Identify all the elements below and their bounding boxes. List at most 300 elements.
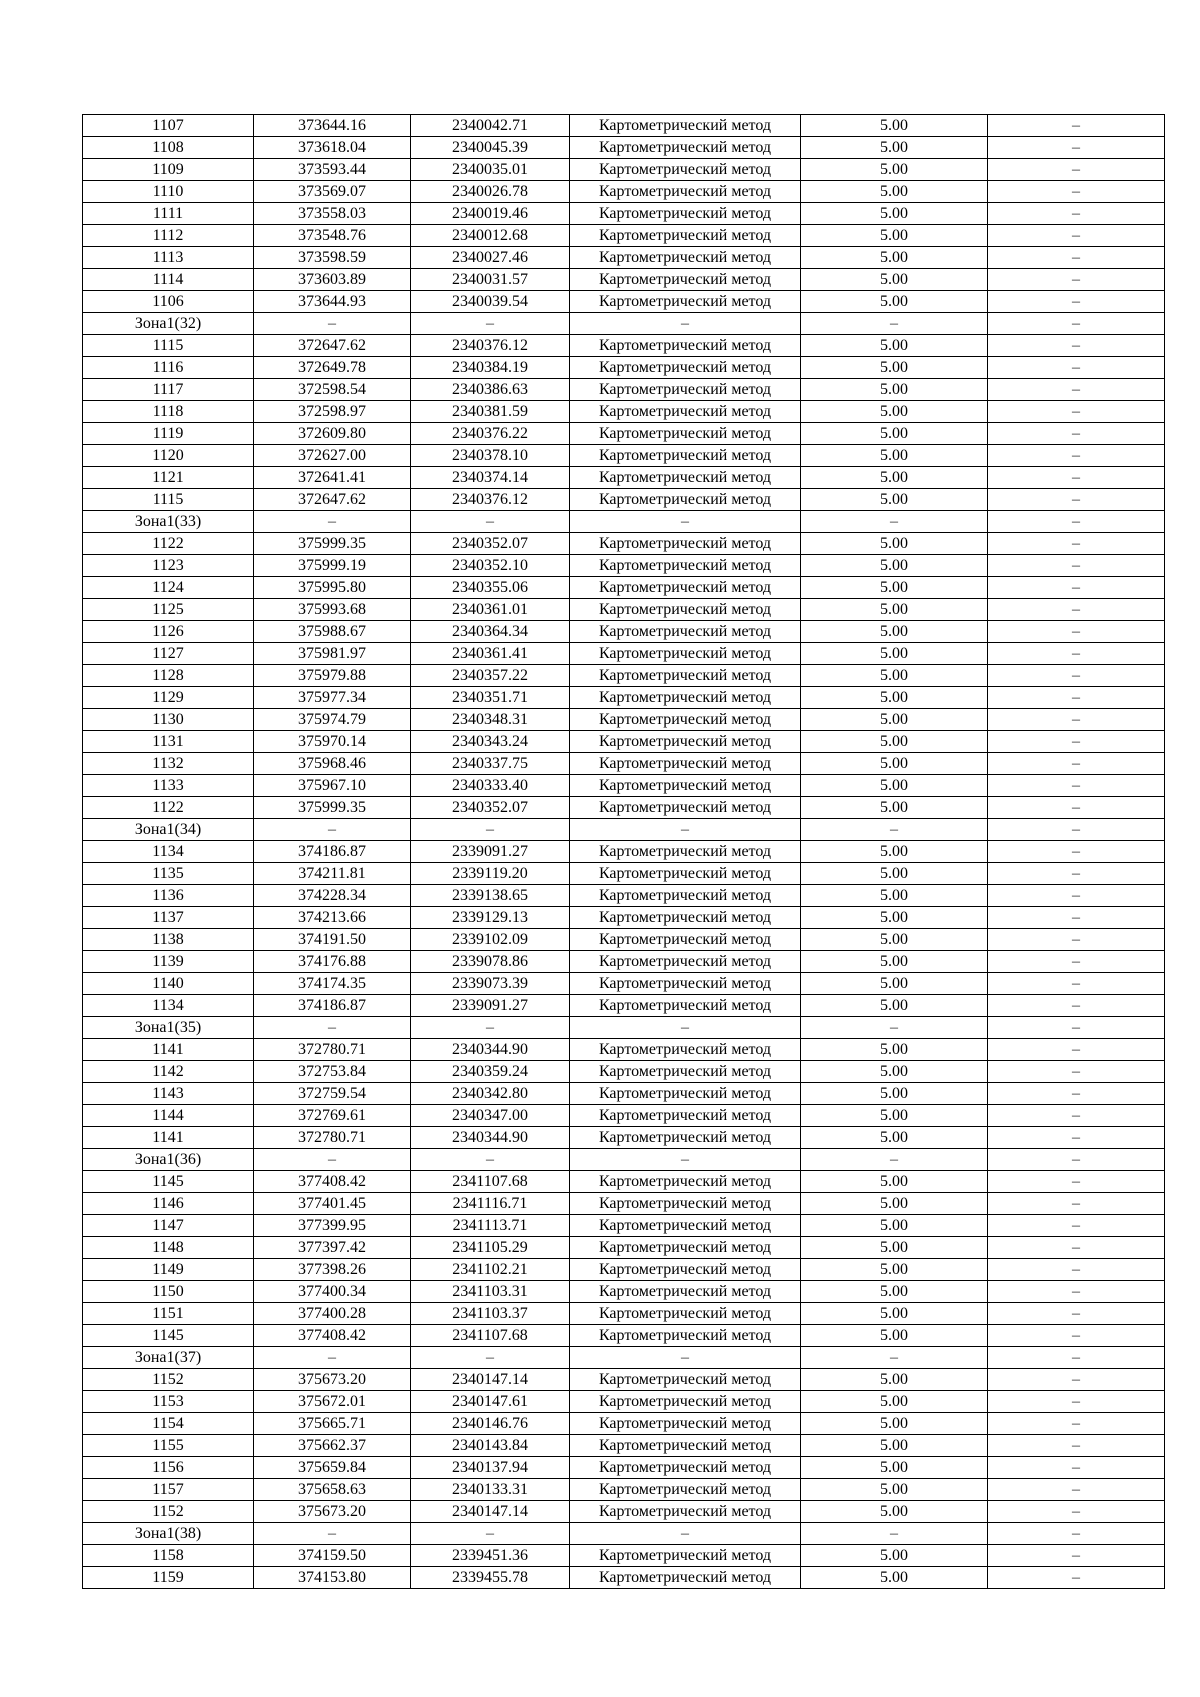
point-number-cell: 1123 <box>83 555 254 577</box>
method-cell: Картометрический метод <box>570 1281 801 1303</box>
method-cell: Картометрический метод <box>570 555 801 577</box>
x-coordinate-cell: 372647.62 <box>254 489 411 511</box>
x-coordinate-cell: 372647.62 <box>254 335 411 357</box>
accuracy-cell: 5.00 <box>801 643 988 665</box>
x-coordinate-cell: 374186.87 <box>254 995 411 1017</box>
y-coordinate-cell: 2340031.57 <box>411 269 570 291</box>
description-cell: – <box>988 797 1165 819</box>
y-coordinate-cell: 2340355.06 <box>411 577 570 599</box>
y-coordinate-cell: 2340344.90 <box>411 1127 570 1149</box>
description-cell: – <box>988 467 1165 489</box>
table-row <box>83 489 1165 511</box>
y-coordinate-cell: 2340361.01 <box>411 599 570 621</box>
method-cell: Картометрический метод <box>570 577 801 599</box>
x-coordinate-cell: – <box>254 1017 411 1039</box>
y-coordinate-cell: 2340344.90 <box>411 1039 570 1061</box>
point-number-cell: 1134 <box>83 995 254 1017</box>
description-cell: – <box>988 731 1165 753</box>
method-cell: Картометрический метод <box>570 1061 801 1083</box>
accuracy-cell: 5.00 <box>801 863 988 885</box>
y-coordinate-cell: 2340376.12 <box>411 335 570 357</box>
description-cell: – <box>988 379 1165 401</box>
accuracy-cell: 5.00 <box>801 1215 988 1237</box>
method-cell: Картометрический метод <box>570 445 801 467</box>
accuracy-cell: 5.00 <box>801 489 988 511</box>
point-number-cell: 1148 <box>83 1237 254 1259</box>
description-cell: – <box>988 159 1165 181</box>
method-cell: Картометрический метод <box>570 225 801 247</box>
accuracy-cell: 5.00 <box>801 115 988 137</box>
accuracy-cell: 5.00 <box>801 951 988 973</box>
x-coordinate-cell: – <box>254 819 411 841</box>
accuracy-cell: 5.00 <box>801 709 988 731</box>
y-coordinate-cell: – <box>411 1347 570 1369</box>
point-number-cell: 1139 <box>83 951 254 973</box>
table-row <box>83 401 1165 423</box>
x-coordinate-cell: 373603.89 <box>254 269 411 291</box>
y-coordinate-cell: 2340146.76 <box>411 1413 570 1435</box>
x-coordinate-cell: 373593.44 <box>254 159 411 181</box>
point-number-cell: 1144 <box>83 1105 254 1127</box>
x-coordinate-cell: 372759.54 <box>254 1083 411 1105</box>
method-cell: Картометрический метод <box>570 1501 801 1523</box>
table-row <box>83 687 1165 709</box>
table-row <box>83 709 1165 731</box>
y-coordinate-cell: 2340348.31 <box>411 709 570 731</box>
table-row <box>83 291 1165 313</box>
method-cell: – <box>570 1523 801 1545</box>
description-cell: – <box>988 1039 1165 1061</box>
x-coordinate-cell: 375977.34 <box>254 687 411 709</box>
table-row <box>83 467 1165 489</box>
method-cell: Картометрический метод <box>570 1457 801 1479</box>
description-cell: – <box>988 863 1165 885</box>
method-cell: Картометрический метод <box>570 1435 801 1457</box>
x-coordinate-cell: 372780.71 <box>254 1039 411 1061</box>
description-cell: – <box>988 1523 1165 1545</box>
point-number-cell: 1140 <box>83 973 254 995</box>
y-coordinate-cell: 2340352.10 <box>411 555 570 577</box>
table-row <box>83 841 1165 863</box>
description-cell: – <box>988 247 1165 269</box>
x-coordinate-cell: 373618.04 <box>254 137 411 159</box>
table-row <box>83 885 1165 907</box>
method-cell: Картометрический метод <box>570 379 801 401</box>
point-number-cell: 1151 <box>83 1303 254 1325</box>
table-row <box>83 335 1165 357</box>
table-row <box>83 753 1165 775</box>
point-number-cell: Зона1(37) <box>83 1347 254 1369</box>
method-cell: Картометрический метод <box>570 687 801 709</box>
point-number-cell: 1129 <box>83 687 254 709</box>
zone-header-row <box>83 1347 1165 1369</box>
x-coordinate-cell: 377397.42 <box>254 1237 411 1259</box>
accuracy-cell: 5.00 <box>801 753 988 775</box>
description-cell: – <box>988 423 1165 445</box>
point-number-cell: 1125 <box>83 599 254 621</box>
point-number-cell: 1143 <box>83 1083 254 1105</box>
table-row <box>83 1039 1165 1061</box>
method-cell: Картометрический метод <box>570 467 801 489</box>
point-number-cell: Зона1(34) <box>83 819 254 841</box>
description-cell: – <box>988 203 1165 225</box>
description-cell: – <box>988 709 1165 731</box>
table-row <box>83 973 1165 995</box>
table-row <box>83 1259 1165 1281</box>
point-number-cell: Зона1(32) <box>83 313 254 335</box>
y-coordinate-cell: 2340386.63 <box>411 379 570 401</box>
x-coordinate-cell: 372769.61 <box>254 1105 411 1127</box>
y-coordinate-cell: 2340342.80 <box>411 1083 570 1105</box>
accuracy-cell: 5.00 <box>801 401 988 423</box>
y-coordinate-cell: 2340376.12 <box>411 489 570 511</box>
description-cell: – <box>988 1567 1165 1589</box>
y-coordinate-cell: 2340343.24 <box>411 731 570 753</box>
description-cell: – <box>988 599 1165 621</box>
table-row <box>83 1391 1165 1413</box>
x-coordinate-cell: – <box>254 511 411 533</box>
description-cell: – <box>988 687 1165 709</box>
method-cell: Картометрический метод <box>570 885 801 907</box>
x-coordinate-cell: 374213.66 <box>254 907 411 929</box>
method-cell: Картометрический метод <box>570 621 801 643</box>
x-coordinate-cell: 372649.78 <box>254 357 411 379</box>
accuracy-cell: 5.00 <box>801 269 988 291</box>
point-number-cell: 1120 <box>83 445 254 467</box>
method-cell: Картометрический метод <box>570 335 801 357</box>
description-cell: – <box>988 1501 1165 1523</box>
x-coordinate-cell: 373558.03 <box>254 203 411 225</box>
method-cell: – <box>570 1149 801 1171</box>
accuracy-cell: 5.00 <box>801 357 988 379</box>
description-cell: – <box>988 1457 1165 1479</box>
accuracy-cell: 5.00 <box>801 1413 988 1435</box>
x-coordinate-cell: – <box>254 1523 411 1545</box>
point-number-cell: 1107 <box>83 115 254 137</box>
point-number-cell: 1122 <box>83 797 254 819</box>
y-coordinate-cell: 2340376.22 <box>411 423 570 445</box>
description-cell: – <box>988 357 1165 379</box>
y-coordinate-cell: 2340019.46 <box>411 203 570 225</box>
accuracy-cell: 5.00 <box>801 973 988 995</box>
method-cell: Картометрический метод <box>570 291 801 313</box>
accuracy-cell: 5.00 <box>801 291 988 313</box>
accuracy-cell: – <box>801 819 988 841</box>
point-number-cell: 1142 <box>83 1061 254 1083</box>
description-cell: – <box>988 1083 1165 1105</box>
x-coordinate-cell: 375967.10 <box>254 775 411 797</box>
point-number-cell: 1126 <box>83 621 254 643</box>
point-number-cell: 1124 <box>83 577 254 599</box>
x-coordinate-cell: 372609.80 <box>254 423 411 445</box>
method-cell: Картометрический метод <box>570 1105 801 1127</box>
point-number-cell: 1112 <box>83 225 254 247</box>
accuracy-cell: 5.00 <box>801 1061 988 1083</box>
description-cell: – <box>988 1479 1165 1501</box>
table-row <box>83 357 1165 379</box>
x-coordinate-cell: 372780.71 <box>254 1127 411 1149</box>
accuracy-cell: 5.00 <box>801 1435 988 1457</box>
x-coordinate-cell: 374228.34 <box>254 885 411 907</box>
description-cell: – <box>988 643 1165 665</box>
y-coordinate-cell: 2341105.29 <box>411 1237 570 1259</box>
y-coordinate-cell: 2341113.71 <box>411 1215 570 1237</box>
method-cell: – <box>570 1347 801 1369</box>
table-row <box>83 269 1165 291</box>
x-coordinate-cell: 375665.71 <box>254 1413 411 1435</box>
method-cell: Картометрический метод <box>570 995 801 1017</box>
point-number-cell: 1136 <box>83 885 254 907</box>
y-coordinate-cell: 2339091.27 <box>411 841 570 863</box>
table-row <box>83 1479 1165 1501</box>
y-coordinate-cell: 2340361.41 <box>411 643 570 665</box>
point-number-cell: 1130 <box>83 709 254 731</box>
y-coordinate-cell: 2341102.21 <box>411 1259 570 1281</box>
table-row <box>83 1237 1165 1259</box>
point-number-cell: 1116 <box>83 357 254 379</box>
description-cell: – <box>988 335 1165 357</box>
x-coordinate-cell: 377398.26 <box>254 1259 411 1281</box>
description-cell: – <box>988 181 1165 203</box>
table-row <box>83 599 1165 621</box>
description-cell: – <box>988 555 1165 577</box>
method-cell: Картометрический метод <box>570 247 801 269</box>
y-coordinate-cell: 2340337.75 <box>411 753 570 775</box>
y-coordinate-cell: 2340352.07 <box>411 797 570 819</box>
method-cell: – <box>570 819 801 841</box>
y-coordinate-cell: 2341107.68 <box>411 1171 570 1193</box>
x-coordinate-cell: 375979.88 <box>254 665 411 687</box>
table-row <box>83 577 1165 599</box>
x-coordinate-cell: 375999.35 <box>254 797 411 819</box>
method-cell: Картометрический метод <box>570 115 801 137</box>
y-coordinate-cell: 2339138.65 <box>411 885 570 907</box>
table-row <box>83 1303 1165 1325</box>
x-coordinate-cell: 375673.20 <box>254 1501 411 1523</box>
method-cell: Картометрический метод <box>570 1171 801 1193</box>
description-cell: – <box>988 1545 1165 1567</box>
accuracy-cell: 5.00 <box>801 159 988 181</box>
description-cell: – <box>988 1325 1165 1347</box>
description-cell: – <box>988 1171 1165 1193</box>
y-coordinate-cell: 2340147.14 <box>411 1501 570 1523</box>
accuracy-cell: 5.00 <box>801 1457 988 1479</box>
point-number-cell: 1141 <box>83 1039 254 1061</box>
description-cell: – <box>988 1303 1165 1325</box>
x-coordinate-cell: 375999.19 <box>254 555 411 577</box>
y-coordinate-cell: 2340333.40 <box>411 775 570 797</box>
y-coordinate-cell: 2340347.00 <box>411 1105 570 1127</box>
zone-header-row <box>83 313 1165 335</box>
description-cell: – <box>988 115 1165 137</box>
x-coordinate-cell: 377401.45 <box>254 1193 411 1215</box>
description-cell: – <box>988 137 1165 159</box>
description-cell: – <box>988 1127 1165 1149</box>
table-row <box>83 203 1165 225</box>
table-row <box>83 1127 1165 1149</box>
description-cell: – <box>988 621 1165 643</box>
method-cell: Картометрический метод <box>570 423 801 445</box>
method-cell: Картометрический метод <box>570 929 801 951</box>
point-number-cell: 1145 <box>83 1171 254 1193</box>
method-cell: Картометрический метод <box>570 533 801 555</box>
y-coordinate-cell: 2340359.24 <box>411 1061 570 1083</box>
point-number-cell: 1150 <box>83 1281 254 1303</box>
description-cell: – <box>988 929 1165 951</box>
x-coordinate-cell: 375662.37 <box>254 1435 411 1457</box>
method-cell: Картометрический метод <box>570 731 801 753</box>
method-cell: Картометрический метод <box>570 203 801 225</box>
table-row <box>83 181 1165 203</box>
x-coordinate-cell: 373598.59 <box>254 247 411 269</box>
method-cell: Картометрический метод <box>570 269 801 291</box>
accuracy-cell: 5.00 <box>801 379 988 401</box>
method-cell: Картометрический метод <box>570 1479 801 1501</box>
table-row <box>83 1413 1165 1435</box>
table-row <box>83 1061 1165 1083</box>
y-coordinate-cell: 2341107.68 <box>411 1325 570 1347</box>
x-coordinate-cell: – <box>254 1149 411 1171</box>
accuracy-cell: 5.00 <box>801 687 988 709</box>
table-row <box>83 137 1165 159</box>
method-cell: Картометрический метод <box>570 159 801 181</box>
accuracy-cell: 5.00 <box>801 1259 988 1281</box>
point-number-cell: Зона1(36) <box>83 1149 254 1171</box>
table-row <box>83 1083 1165 1105</box>
table-row <box>83 951 1165 973</box>
accuracy-cell: 5.00 <box>801 577 988 599</box>
x-coordinate-cell: 372753.84 <box>254 1061 411 1083</box>
method-cell: Картометрический метод <box>570 1413 801 1435</box>
point-number-cell: 1110 <box>83 181 254 203</box>
description-cell: – <box>988 753 1165 775</box>
point-number-cell: 1131 <box>83 731 254 753</box>
accuracy-cell: 5.00 <box>801 797 988 819</box>
point-number-cell: 1111 <box>83 203 254 225</box>
y-coordinate-cell: 2339073.39 <box>411 973 570 995</box>
y-coordinate-cell: 2339129.13 <box>411 907 570 929</box>
accuracy-cell: 5.00 <box>801 1237 988 1259</box>
accuracy-cell: 5.00 <box>801 1369 988 1391</box>
x-coordinate-cell: 373569.07 <box>254 181 411 203</box>
description-cell: – <box>988 1237 1165 1259</box>
x-coordinate-cell: 373548.76 <box>254 225 411 247</box>
description-cell: – <box>988 1105 1165 1127</box>
y-coordinate-cell: 2340027.46 <box>411 247 570 269</box>
description-cell: – <box>988 819 1165 841</box>
accuracy-cell: – <box>801 313 988 335</box>
accuracy-cell: 5.00 <box>801 335 988 357</box>
point-number-cell: 1138 <box>83 929 254 951</box>
y-coordinate-cell: 2340026.78 <box>411 181 570 203</box>
x-coordinate-cell: 377399.95 <box>254 1215 411 1237</box>
y-coordinate-cell: 2340352.07 <box>411 533 570 555</box>
point-number-cell: 1137 <box>83 907 254 929</box>
x-coordinate-cell: 372598.97 <box>254 401 411 423</box>
y-coordinate-cell: 2340147.61 <box>411 1391 570 1413</box>
table-row <box>83 1325 1165 1347</box>
point-number-cell: 1121 <box>83 467 254 489</box>
point-number-cell: 1133 <box>83 775 254 797</box>
description-cell: – <box>988 1347 1165 1369</box>
zone-header-row <box>83 511 1165 533</box>
point-number-cell: 1122 <box>83 533 254 555</box>
accuracy-cell: – <box>801 1347 988 1369</box>
description-cell: – <box>988 775 1165 797</box>
method-cell: Картометрический метод <box>570 1391 801 1413</box>
accuracy-cell: 5.00 <box>801 1391 988 1413</box>
table-row <box>83 555 1165 577</box>
x-coordinate-cell: – <box>254 1347 411 1369</box>
point-number-cell: 1115 <box>83 335 254 357</box>
y-coordinate-cell: 2340133.31 <box>411 1479 570 1501</box>
point-number-cell: 1127 <box>83 643 254 665</box>
accuracy-cell: 5.00 <box>801 1303 988 1325</box>
table-row <box>83 533 1165 555</box>
x-coordinate-cell: 372641.41 <box>254 467 411 489</box>
x-coordinate-cell: 374191.50 <box>254 929 411 951</box>
point-number-cell: 1156 <box>83 1457 254 1479</box>
x-coordinate-cell: 375672.01 <box>254 1391 411 1413</box>
table-row <box>83 907 1165 929</box>
x-coordinate-cell: 374186.87 <box>254 841 411 863</box>
point-number-cell: 1154 <box>83 1413 254 1435</box>
accuracy-cell: 5.00 <box>801 1105 988 1127</box>
description-cell: – <box>988 973 1165 995</box>
accuracy-cell: 5.00 <box>801 885 988 907</box>
accuracy-cell: 5.00 <box>801 841 988 863</box>
method-cell: Картометрический метод <box>570 797 801 819</box>
method-cell: Картометрический метод <box>570 599 801 621</box>
x-coordinate-cell: 374159.50 <box>254 1545 411 1567</box>
table-body <box>83 115 1165 1589</box>
point-number-cell: 1141 <box>83 1127 254 1149</box>
description-cell: – <box>988 907 1165 929</box>
table-row <box>83 159 1165 181</box>
description-cell: – <box>988 445 1165 467</box>
x-coordinate-cell: 373644.93 <box>254 291 411 313</box>
accuracy-cell: 5.00 <box>801 1039 988 1061</box>
y-coordinate-cell: 2340137.94 <box>411 1457 570 1479</box>
method-cell: Картометрический метод <box>570 1259 801 1281</box>
y-coordinate-cell: 2339119.20 <box>411 863 570 885</box>
accuracy-cell: – <box>801 1017 988 1039</box>
description-cell: – <box>988 665 1165 687</box>
table-row <box>83 1105 1165 1127</box>
method-cell: Картометрический метод <box>570 1083 801 1105</box>
description-cell: – <box>988 1215 1165 1237</box>
accuracy-cell: 5.00 <box>801 1479 988 1501</box>
x-coordinate-cell: 375673.20 <box>254 1369 411 1391</box>
table-row <box>83 929 1165 951</box>
point-number-cell: 1119 <box>83 423 254 445</box>
y-coordinate-cell: 2341103.37 <box>411 1303 570 1325</box>
y-coordinate-cell: 2340147.14 <box>411 1369 570 1391</box>
point-number-cell: 1152 <box>83 1501 254 1523</box>
accuracy-cell: 5.00 <box>801 423 988 445</box>
x-coordinate-cell: 375999.35 <box>254 533 411 555</box>
y-coordinate-cell: – <box>411 1017 570 1039</box>
accuracy-cell: 5.00 <box>801 1281 988 1303</box>
x-coordinate-cell: 375970.14 <box>254 731 411 753</box>
table-row <box>83 225 1165 247</box>
description-cell: – <box>988 401 1165 423</box>
y-coordinate-cell: – <box>411 1149 570 1171</box>
x-coordinate-cell: 377408.42 <box>254 1325 411 1347</box>
accuracy-cell: 5.00 <box>801 225 988 247</box>
accuracy-cell: 5.00 <box>801 533 988 555</box>
point-number-cell: 1146 <box>83 1193 254 1215</box>
